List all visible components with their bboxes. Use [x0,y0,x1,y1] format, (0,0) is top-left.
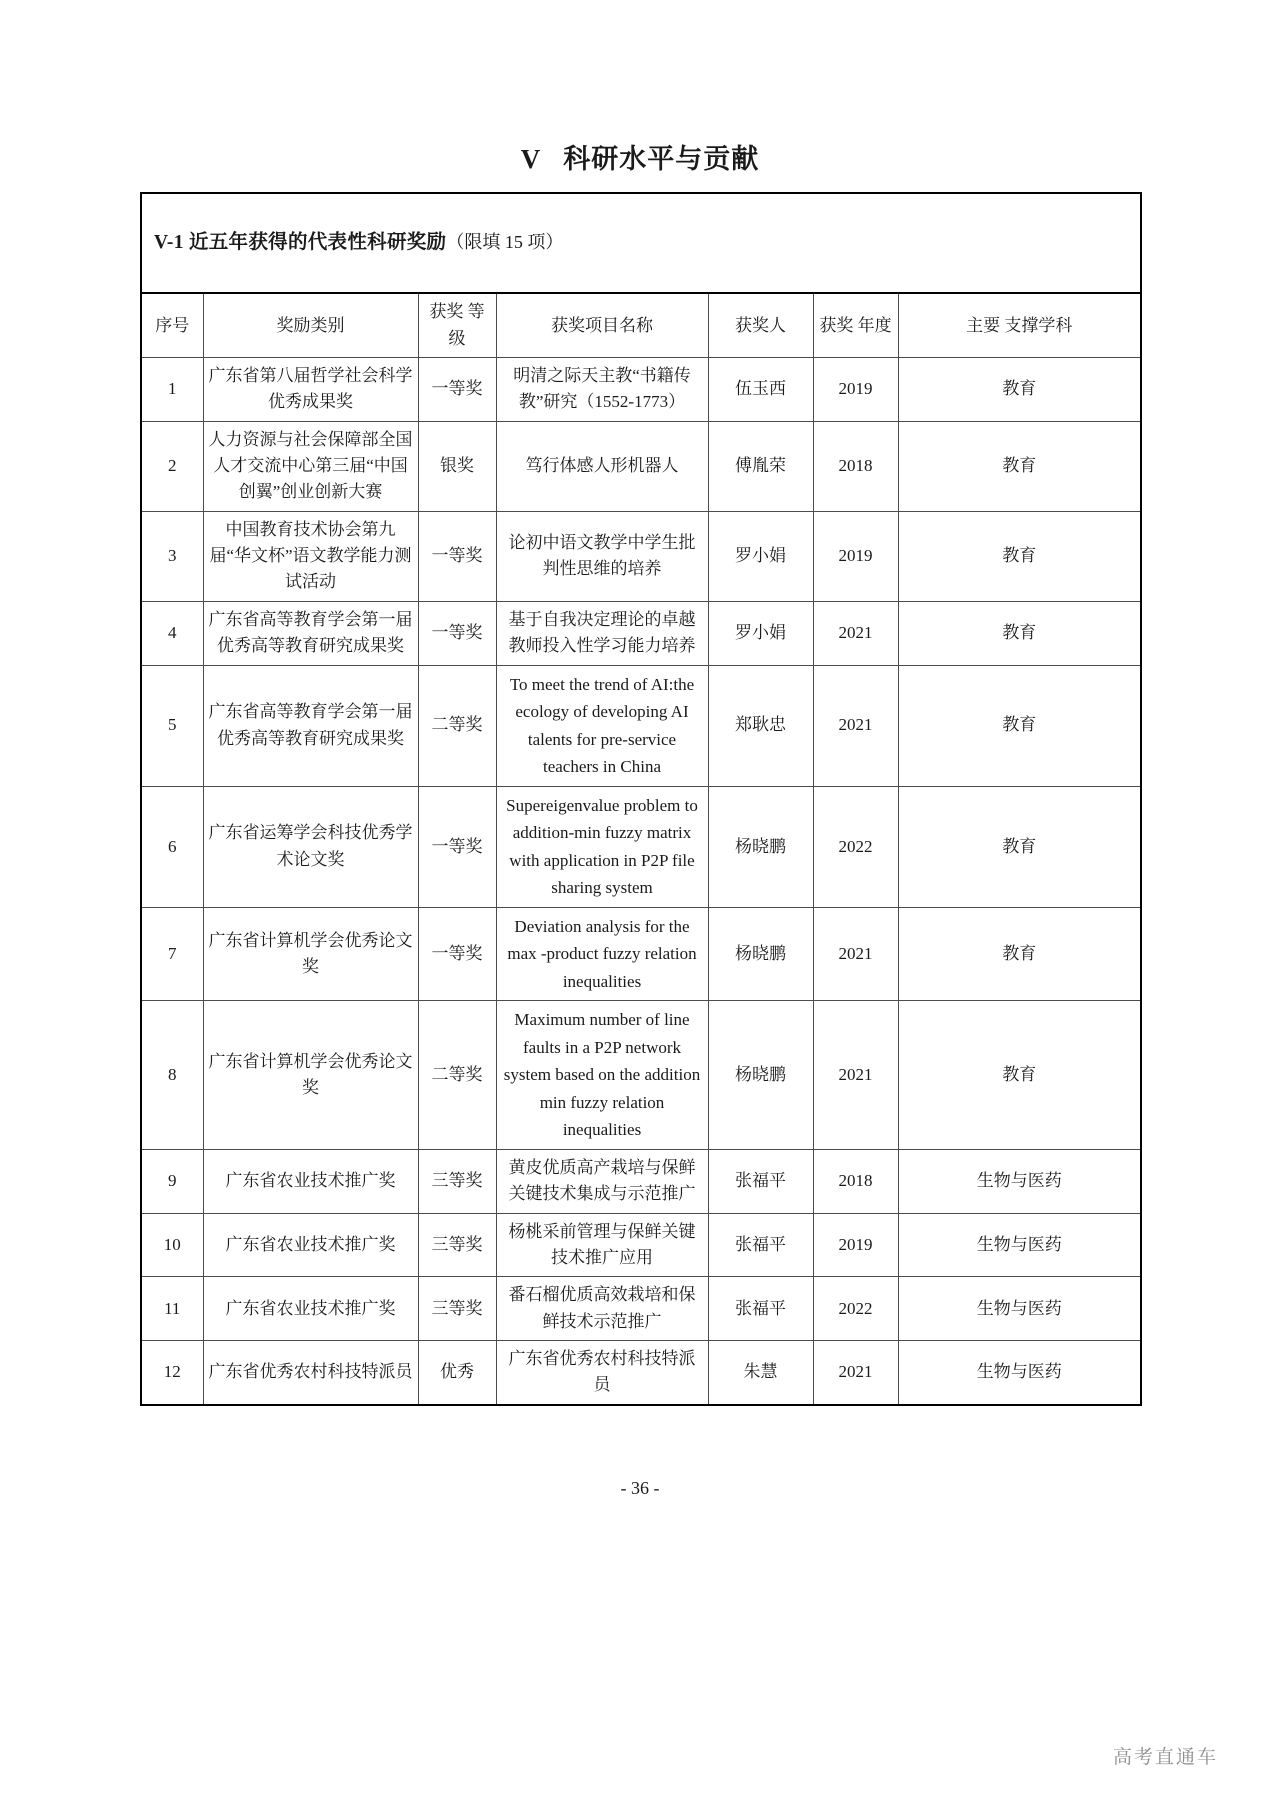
cell-project: Maximum number of line faults in a P2P network system based on the addition min fuzzy relation inequalities [496,1001,708,1150]
cell-subject: 教育 [898,511,1141,601]
cell-no: 1 [141,358,203,422]
page-title-numeral: V [520,144,542,174]
column-header-year-line2: 年度 [857,315,892,335]
cell-person: 张福平 [708,1150,813,1214]
cell-level: 二等奖 [418,1001,496,1150]
column-header-level-line1: 获奖 [429,302,464,322]
awards-table [140,192,1142,1405]
cell-subject: 生物与医药 [898,1341,1141,1405]
cell-level: 一等奖 [418,511,496,601]
table-row [141,1213,1141,1277]
cell-year: 2022 [813,1277,898,1341]
watermark: 高考直通车 [1112,1747,1218,1768]
cell-project: 黄皮优质高产栽培与保鲜关键技术集成与示范推广 [496,1150,708,1214]
cell-subject: 生物与医药 [898,1213,1141,1277]
cell-level: 三等奖 [418,1277,496,1341]
cell-project: 番石榴优质高效栽培和保鲜技术示范推广 [496,1277,708,1341]
cell-project: Supereigenvalue problem to addition-min fuzzy matrix with application in P2P file sharing system [496,786,708,907]
cell-subject: 教育 [898,907,1141,1001]
cell-subject: 教育 [898,786,1141,907]
cell-no: 12 [141,1341,203,1405]
table-row [141,358,1141,422]
cell-project: 明清之际天主教“书籍传教”研究（1552-1773） [496,358,708,422]
cell-category: 人力资源与社会保障部全国人才交流中心第三届“中国创翼”创业创新大赛 [203,421,418,511]
cell-year: 2021 [813,1341,898,1405]
cell-category: 广东省农业技术推广奖 [203,1213,418,1277]
column-header-subject-line1: 主要 [966,315,1001,335]
table-row [141,601,1141,665]
column-header-person: 获奖人 [708,293,813,357]
page-title [0,0,1280,175]
cell-person: 朱慧 [708,1341,813,1405]
cell-category: 广东省运筹学会科技优秀学术论文奖 [203,786,418,907]
cell-year: 2018 [813,1150,898,1214]
cell-level: 银奖 [418,421,496,511]
cell-no: 6 [141,786,203,907]
cell-person: 杨晓鹏 [708,907,813,1001]
column-header-no: 序号 [141,293,203,357]
cell-category: 广东省高等教育学会第一届优秀高等教育研究成果奖 [203,665,418,786]
cell-level: 一等奖 [418,907,496,1001]
cell-person: 杨晓鹏 [708,1001,813,1150]
cell-year: 2021 [813,665,898,786]
column-header-subject-line2: 支撑学科 [1004,315,1073,335]
cell-project: To meet the trend of AI:the ecology of developing AI talents for pre-service teachers in China [496,665,708,786]
cell-person: 张福平 [708,1277,813,1341]
cell-year: 2019 [813,1213,898,1277]
cell-year: 2019 [813,358,898,422]
cell-level: 一等奖 [418,786,496,907]
cell-no: 11 [141,1277,203,1341]
cell-level: 三等奖 [418,1213,496,1277]
page-number: - 36 - [620,1478,660,1498]
cell-category: 广东省农业技术推广奖 [203,1150,418,1214]
cell-no: 9 [141,1150,203,1214]
cell-subject: 教育 [898,421,1141,511]
page-title-text: 科研水平与贡献 [563,144,760,174]
cell-year: 2021 [813,907,898,1001]
cell-category: 广东省第八届哲学社会科学优秀成果奖 [203,358,418,422]
column-header-level-line2: 等级 [448,302,485,348]
cell-no: 8 [141,1001,203,1150]
cell-project: 笃行体感人形机器人 [496,421,708,511]
table-row [141,907,1141,1001]
table-row [141,1150,1141,1214]
cell-category: 中国教育技术协会第九届“华文杯”语文教学能力测试活动 [203,511,418,601]
cell-year: 2021 [813,1001,898,1150]
section-caption [141,193,1141,293]
column-header-year [813,293,898,357]
cell-level: 一等奖 [418,601,496,665]
cell-no: 10 [141,1213,203,1277]
cell-year: 2018 [813,421,898,511]
cell-no: 4 [141,601,203,665]
table-row [141,1001,1141,1150]
table-row [141,1341,1141,1405]
cell-category: 广东省优秀农村科技特派员 [203,1341,418,1405]
cell-project: 论初中语文教学中学生批判性思维的培养 [496,511,708,601]
cell-level: 三等奖 [418,1150,496,1214]
cell-person: 郑耿忠 [708,665,813,786]
column-header-category: 奖励类别 [203,293,418,357]
cell-subject: 生物与医药 [898,1277,1141,1341]
cell-category: 广东省计算机学会优秀论文奖 [203,1001,418,1150]
section-caption-normal: （限填 15 项） [446,232,564,253]
cell-project: 杨桃采前管理与保鲜关键技术推广应用 [496,1213,708,1277]
table-row [141,1277,1141,1341]
cell-subject: 生物与医药 [898,1150,1141,1214]
awards-table-container [140,175,1140,1405]
cell-category: 广东省农业技术推广奖 [203,1277,418,1341]
cell-no: 2 [141,421,203,511]
column-header-year-line1: 获奖 [819,315,854,335]
cell-person: 傅胤荣 [708,421,813,511]
cell-no: 7 [141,907,203,1001]
cell-person: 张福平 [708,1213,813,1277]
cell-year: 2022 [813,786,898,907]
cell-year: 2021 [813,601,898,665]
cell-project: Deviation analysis for the max -product fuzzy relation inequalities [496,907,708,1001]
cell-level: 优秀 [418,1341,496,1405]
cell-person: 杨晓鹏 [708,786,813,907]
cell-subject: 教育 [898,601,1141,665]
table-header-row [141,293,1141,357]
cell-no: 3 [141,511,203,601]
cell-category: 广东省计算机学会优秀论文奖 [203,907,418,1001]
cell-subject: 教育 [898,665,1141,786]
cell-person: 罗小娟 [708,511,813,601]
cell-project: 基于自我决定理论的卓越教师投入性学习能力培养 [496,601,708,665]
cell-level: 二等奖 [418,665,496,786]
cell-no: 5 [141,665,203,786]
cell-subject: 教育 [898,358,1141,422]
column-header-level [418,293,496,357]
cell-category: 广东省高等教育学会第一届优秀高等教育研究成果奖 [203,601,418,665]
cell-project: 广东省优秀农村科技特派员 [496,1341,708,1405]
cell-year: 2019 [813,511,898,601]
table-row [141,665,1141,786]
table-row [141,786,1141,907]
cell-level: 一等奖 [418,358,496,422]
column-header-subject [898,293,1141,357]
cell-subject: 教育 [898,1001,1141,1150]
cell-person: 罗小娟 [708,601,813,665]
column-header-project: 获奖项目名称 [496,293,708,357]
table-row [141,421,1141,511]
section-caption-strong: V-1 近五年获得的代表性科研奖励 [154,232,447,254]
cell-person: 伍玉西 [708,358,813,422]
section-caption-row [141,193,1141,293]
table-row [141,511,1141,601]
